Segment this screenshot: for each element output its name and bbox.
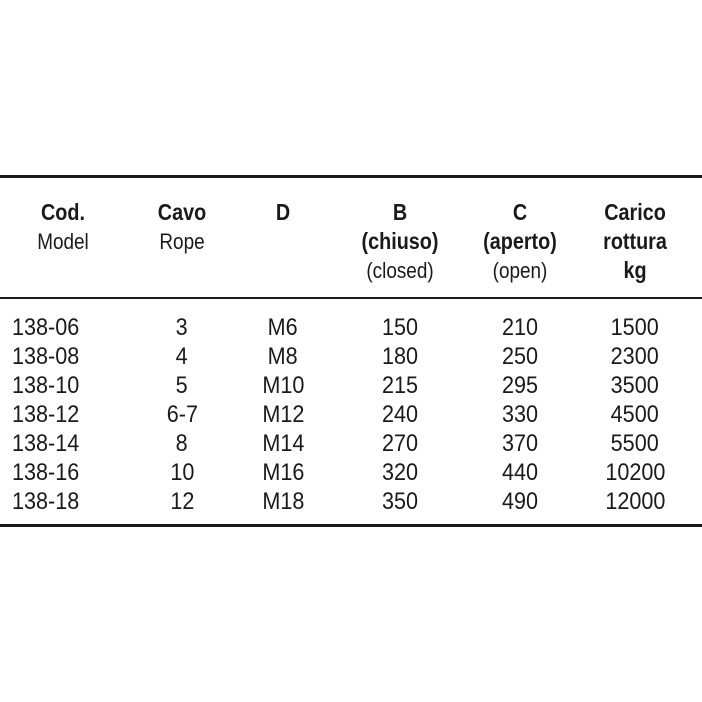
cell-load: 4500 [610,401,660,428]
table-row [0,313,702,342]
header-d-label: D [275,199,291,225]
cell-model: 138-18 [12,488,80,515]
cell-b: 240 [381,401,419,428]
cell-load: 5500 [610,430,660,457]
header-rope-it: Cavo [157,199,207,225]
cell-rope: 6-7 [166,401,198,428]
cell-c: 210 [501,314,539,341]
header-model-en: Model [37,229,89,254]
cell-model: 138-14 [12,430,80,457]
header-load-unit: kg [623,257,647,283]
cell-d: M16 [261,459,305,486]
table-row [0,429,702,458]
cell-load: 2300 [610,343,660,370]
cell-rope: 4 [175,343,189,370]
cell-b: 150 [381,314,419,341]
header-c-en: (open) [492,258,548,283]
header-model-it: Cod. [41,199,85,225]
header-rope [126,198,238,256]
table-header-row [0,178,702,285]
cell-c: 490 [501,488,539,515]
cell-b: 320 [381,459,419,486]
cell-load: 3500 [610,372,660,399]
cell-load: 10200 [604,459,666,486]
header-model [0,198,126,256]
cell-rope: 5 [175,372,189,399]
header-rope-en: Rope [159,229,205,254]
header-c-label: C [512,199,528,225]
cell-c: 250 [501,343,539,370]
header-load-line2: rottura [603,228,667,254]
table-row [0,458,702,487]
cell-b: 270 [381,430,419,457]
cell-rope: 10 [169,459,195,486]
cell-rope: 3 [175,314,189,341]
cell-d: M12 [261,401,305,428]
cell-b: 350 [381,488,419,515]
table-row [0,487,702,516]
header-d [238,198,328,227]
table-row [0,342,702,371]
cell-model: 138-08 [12,343,80,370]
header-b-it: (chiuso) [361,228,439,254]
cell-c: 370 [501,430,539,457]
cell-model: 138-06 [12,314,80,341]
cell-c: 440 [501,459,539,486]
header-load [568,198,702,285]
cell-d: M6 [267,314,299,341]
table-body [0,299,702,516]
spec-table [0,175,702,527]
cell-d: M10 [261,372,305,399]
table-row [0,400,702,429]
cell-b: 180 [381,343,419,370]
cell-c: 295 [501,372,539,399]
cell-load: 1500 [610,314,660,341]
header-b-en: (closed) [366,258,434,283]
cell-c: 330 [501,401,539,428]
cell-b: 215 [381,372,419,399]
cell-model: 138-10 [12,372,80,399]
cell-rope: 12 [169,488,195,515]
header-b [328,198,472,285]
cell-d: M14 [261,430,305,457]
cell-d: M18 [261,488,305,515]
header-c [472,198,568,285]
header-b-label: B [392,199,408,225]
cell-model: 138-12 [12,401,80,428]
cell-model: 138-16 [12,459,80,486]
cell-d: M8 [267,343,299,370]
header-c-it: (aperto) [483,228,557,254]
table-row [0,371,702,400]
cell-rope: 8 [175,430,189,457]
cell-load: 12000 [604,488,666,515]
table-bottom-rule [0,524,702,527]
header-load-line1: Carico [604,199,666,225]
